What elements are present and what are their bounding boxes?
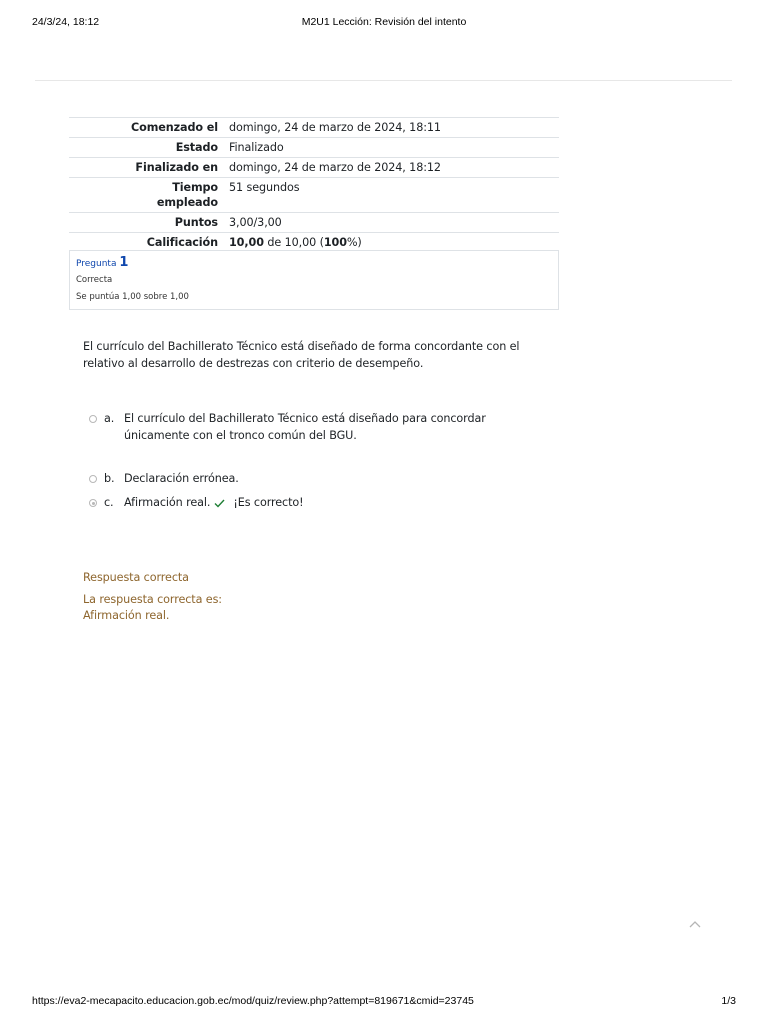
radio-button[interactable] [89, 415, 97, 423]
chevron-up-icon[interactable] [688, 915, 702, 927]
option-text: Afirmación real. [124, 496, 211, 509]
question-state: Correcta [76, 275, 113, 285]
question-text: El currículo del Bachillerato Técnico está diseñado de forma concordante con el relativo al desarrollo de destrezas con criterio de desempeño. [83, 340, 520, 370]
print-header [32, 16, 736, 30]
answer-option-c[interactable] [89, 495, 529, 512]
summary-value: 51 segundos [229, 181, 300, 194]
option-letter: a. [104, 412, 115, 425]
summary-label: Tiempo empleado [156, 181, 218, 209]
print-page-number: 1/3 [721, 995, 736, 1007]
summary-row-finished [69, 158, 559, 178]
summary-value: domingo, 24 de marzo de 2024, 18:12 [229, 161, 441, 174]
right-answer-value: Afirmación real. [83, 608, 170, 622]
summary-label: Comenzado el [131, 121, 218, 134]
right-answer-label: La respuesta correcta es: [83, 593, 222, 606]
summary-value: Finalizado [229, 141, 284, 154]
question-number-value: 1 [119, 255, 129, 270]
question-info [69, 250, 559, 310]
summary-row-time-taken [69, 178, 559, 213]
question-label: Pregunta [76, 259, 117, 269]
print-footer [32, 995, 736, 1009]
grade-score: 10,00 [229, 236, 264, 249]
summary-row-started [69, 118, 559, 138]
print-title: M2U1 Lección: Revisión del intento [301, 16, 467, 28]
summary-label: Finalizado en [135, 161, 218, 174]
feedback-status: Respuesta correcta [83, 571, 189, 584]
grade-suffix: %) [346, 236, 362, 249]
radio-button-checked[interactable] [89, 499, 97, 507]
summary-label: Calificación [146, 236, 218, 249]
radio-button[interactable] [89, 475, 97, 483]
summary-row-points [69, 213, 559, 233]
question-grade: Se puntúa 1,00 sobre 1,00 [76, 292, 189, 302]
attempt-summary-table [69, 117, 559, 252]
option-text: Declaración errónea. [124, 472, 239, 485]
print-url: https://eva2-mecapacito.educacion.gob.ec/mod/quiz/review.php?attempt=819671&cmid=23745 [32, 995, 474, 1007]
check-icon [214, 495, 225, 512]
print-date: 24/3/24, 18:12 [32, 16, 100, 28]
option-feedback: ¡Es correcto! [233, 496, 304, 509]
grade-of-text: de 10,00 ( [263, 236, 324, 249]
right-answer [83, 592, 543, 623]
question-number [76, 256, 552, 271]
grade-percent: 100 [323, 236, 347, 249]
option-letter: b. [104, 472, 115, 485]
summary-label: Puntos [174, 216, 218, 229]
option-letter: c. [104, 496, 114, 509]
summary-label: Estado [175, 141, 218, 154]
header-divider [35, 80, 732, 81]
option-text-wrapper [124, 495, 529, 512]
summary-value: 3,00/3,00 [229, 216, 282, 229]
summary-row-state [69, 138, 559, 158]
option-text: El currículo del Bachillerato Técnico está diseñado para concordar únicamente con el tronco común del BGU. [124, 412, 486, 442]
summary-value: domingo, 24 de marzo de 2024, 18:11 [229, 121, 441, 134]
answer-option-b[interactable] [89, 471, 529, 488]
answer-option-a[interactable] [89, 411, 529, 444]
